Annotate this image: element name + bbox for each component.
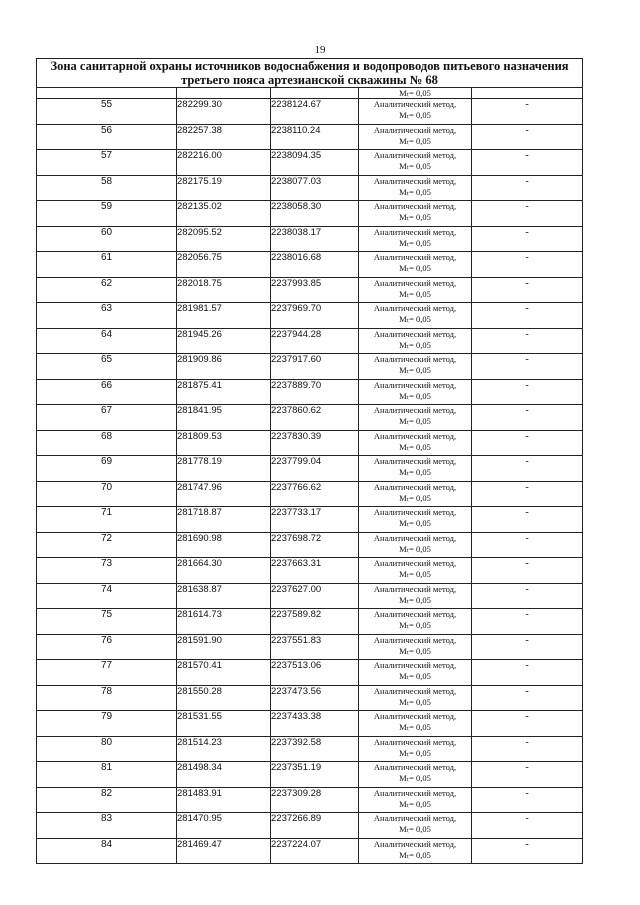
error-cell: - xyxy=(472,685,583,711)
coord-y: 2237551.83 xyxy=(271,634,359,660)
coord-y: 2237889.70 xyxy=(271,379,359,405)
method-text: Аналитический метод, xyxy=(373,609,457,619)
accuracy-value: Mₜ= 0,05 xyxy=(399,186,431,197)
method-cell xyxy=(359,762,472,788)
point-number: 70 xyxy=(37,481,177,507)
point-number: 62 xyxy=(37,277,177,303)
coord-y: 2237799.04 xyxy=(271,456,359,482)
coord-y: 2237627.00 xyxy=(271,583,359,609)
method-text: Аналитический метод, xyxy=(373,99,457,109)
table-title-line1: Зона санитарной охраны источников водоснабжения и водопроводов питьевого назначения xyxy=(50,59,569,73)
coord-x: 282135.02 xyxy=(177,201,271,227)
point-number: 77 xyxy=(37,660,177,686)
method-cell xyxy=(359,481,472,507)
method-text: Аналитический метод, xyxy=(373,736,457,747)
point-number: 67 xyxy=(37,405,177,431)
coord-y: 2237392.58 xyxy=(271,736,359,762)
table-row xyxy=(37,634,583,660)
point-number: 75 xyxy=(37,609,177,635)
accuracy-value: Mₜ= 0,05 xyxy=(399,237,431,248)
accuracy-value: Mₜ= 0,05 xyxy=(399,110,431,120)
method-text: Аналитический метод, xyxy=(373,507,457,517)
method-cell xyxy=(359,124,472,150)
coord-y: 2237733.17 xyxy=(271,507,359,533)
accuracy-value: Mₜ= 0,05 xyxy=(399,620,431,630)
accuracy-value: Mₜ= 0,05 xyxy=(399,671,431,681)
method-text: Аналитический метод, xyxy=(373,583,457,594)
method-text: Аналитический метод, xyxy=(373,711,457,721)
method-text: Аналитический метод, xyxy=(373,379,457,390)
method-text: Аналитический метод, xyxy=(373,787,457,798)
table-row xyxy=(37,660,583,686)
coord-y: 2237513.06 xyxy=(271,660,359,686)
coord-x: 281909.86 xyxy=(177,354,271,380)
accuracy-value: Mₜ= 0,05 xyxy=(399,135,431,146)
continuation-cell-number xyxy=(37,88,177,99)
error-cell: - xyxy=(472,558,583,584)
coord-x: 281718.87 xyxy=(177,507,271,533)
coordinates-table xyxy=(36,58,583,864)
continuation-cell-y xyxy=(271,88,359,99)
accuracy-value: Mₜ= 0,05 xyxy=(399,747,431,758)
method-cell xyxy=(359,685,472,711)
coord-x: 281483.91 xyxy=(177,787,271,813)
point-number: 59 xyxy=(37,201,177,227)
table-row xyxy=(37,583,583,609)
method-cell xyxy=(359,379,472,405)
coord-x: 281591.90 xyxy=(177,634,271,660)
accuracy-value: Mₜ= 0,05 xyxy=(399,416,431,426)
point-number: 57 xyxy=(37,150,177,176)
coord-x: 282056.75 xyxy=(177,252,271,278)
coord-y: 2238094.35 xyxy=(271,150,359,176)
accuracy-value: Mₜ= 0,05 xyxy=(399,518,431,528)
method-text: Аналитический метод, xyxy=(373,532,457,543)
coord-x: 281981.57 xyxy=(177,303,271,329)
table-title-line2: третьего пояса артезианской скважины № 68 xyxy=(181,73,438,87)
accuracy-value: Mₜ= 0,05 xyxy=(399,569,431,579)
table-row xyxy=(37,711,583,737)
table-row xyxy=(37,430,583,456)
continuation-cell-x xyxy=(177,88,271,99)
accuracy-value: Mₜ= 0,05 xyxy=(399,467,431,477)
coord-y: 2237944.28 xyxy=(271,328,359,354)
table-row xyxy=(37,558,583,584)
coord-y: 2237698.72 xyxy=(271,532,359,558)
accuracy-value: Mₜ= 0,05 xyxy=(399,263,431,273)
accuracy-value: Mₜ= 0,05 xyxy=(399,594,431,605)
error-cell: - xyxy=(472,226,583,252)
method-text: Аналитический метод, xyxy=(373,634,457,645)
error-cell: - xyxy=(472,660,583,686)
table-row xyxy=(37,609,583,635)
point-number: 84 xyxy=(37,838,177,864)
method-cell xyxy=(359,430,472,456)
coord-x: 281614.73 xyxy=(177,609,271,635)
table-row xyxy=(37,456,583,482)
page-number: 19 xyxy=(314,44,326,56)
method-text: Аналитический метод, xyxy=(373,762,457,772)
coord-x: 281498.34 xyxy=(177,762,271,788)
coord-x: 282175.19 xyxy=(177,175,271,201)
method-text: Аналитический метод, xyxy=(373,201,457,211)
method-text: Аналитический метод, xyxy=(373,813,457,823)
coord-x: 281945.26 xyxy=(177,328,271,354)
method-cell xyxy=(359,303,472,329)
method-cell xyxy=(359,609,472,635)
error-cell: - xyxy=(472,99,583,125)
point-number: 79 xyxy=(37,711,177,737)
method-cell xyxy=(359,660,472,686)
table-row xyxy=(37,277,583,303)
coord-y: 2237589.82 xyxy=(271,609,359,635)
coord-y: 2237266.89 xyxy=(271,813,359,839)
table-row xyxy=(37,813,583,839)
coord-y: 2238110.24 xyxy=(271,124,359,150)
method-cell xyxy=(359,838,472,864)
accuracy-value: Mₜ= 0,05 xyxy=(399,645,431,656)
method-cell xyxy=(359,99,472,125)
method-text: Аналитический метод, xyxy=(373,252,457,262)
method-cell xyxy=(359,226,472,252)
table-row xyxy=(37,685,583,711)
table-row xyxy=(37,405,583,431)
method-text: Аналитический метод, xyxy=(373,328,457,339)
method-cell xyxy=(359,507,472,533)
coord-y: 2238038.17 xyxy=(271,226,359,252)
accuracy-value: Mₜ= 0,05 xyxy=(399,161,431,171)
coord-y: 2237766.62 xyxy=(271,481,359,507)
method-text: Аналитический метод, xyxy=(373,405,457,415)
method-text: Аналитический метод, xyxy=(373,481,457,492)
method-cell xyxy=(359,456,472,482)
method-text: Аналитический метод, xyxy=(373,277,457,288)
table-row xyxy=(37,532,583,558)
error-cell: - xyxy=(472,405,583,431)
point-number: 80 xyxy=(37,736,177,762)
method-text: Аналитический метод, xyxy=(373,558,457,568)
error-cell: - xyxy=(472,201,583,227)
method-cell xyxy=(359,813,472,839)
method-text: Аналитический метод, xyxy=(373,456,457,466)
method-text: Аналитический метод, xyxy=(373,150,457,160)
error-cell: - xyxy=(472,736,583,762)
accuracy-value: Mₜ= 0,05 xyxy=(399,314,431,324)
accuracy-value: Mₜ= 0,05 xyxy=(399,339,431,350)
continuation-row xyxy=(37,88,583,99)
coord-x: 281747.96 xyxy=(177,481,271,507)
point-number: 60 xyxy=(37,226,177,252)
error-cell: - xyxy=(472,762,583,788)
coord-y: 2237351.19 xyxy=(271,762,359,788)
table-row xyxy=(37,328,583,354)
coord-x: 281809.53 xyxy=(177,430,271,456)
method-cell xyxy=(359,634,472,660)
method-text: Аналитический метод, xyxy=(373,430,457,441)
accuracy-value: Mₜ= 0,05 xyxy=(399,288,431,299)
method-cell xyxy=(359,354,472,380)
point-number: 63 xyxy=(37,303,177,329)
coord-y: 2238124.67 xyxy=(271,99,359,125)
error-cell: - xyxy=(472,813,583,839)
error-cell: - xyxy=(472,456,583,482)
method-text: Аналитический метод, xyxy=(373,838,457,849)
coord-x: 282018.75 xyxy=(177,277,271,303)
point-number: 64 xyxy=(37,328,177,354)
error-cell: - xyxy=(472,711,583,737)
accuracy-value: Mₜ= 0,05 xyxy=(399,849,431,860)
table-row xyxy=(37,124,583,150)
continuation-note: Mₜ= 0,05 xyxy=(399,88,431,98)
coord-x: 281469.47 xyxy=(177,838,271,864)
table-row xyxy=(37,99,583,125)
continuation-cell-method xyxy=(359,88,472,99)
error-cell: - xyxy=(472,150,583,176)
accuracy-value: Mₜ= 0,05 xyxy=(399,543,431,554)
table-row xyxy=(37,787,583,813)
coord-x: 281550.28 xyxy=(177,685,271,711)
coord-y: 2237309.28 xyxy=(271,787,359,813)
accuracy-value: Mₜ= 0,05 xyxy=(399,390,431,401)
error-cell: - xyxy=(472,328,583,354)
error-cell: - xyxy=(472,532,583,558)
method-cell xyxy=(359,201,472,227)
point-number: 74 xyxy=(37,583,177,609)
table-row xyxy=(37,303,583,329)
continuation-cell-error xyxy=(472,88,583,99)
table-row xyxy=(37,481,583,507)
accuracy-value: Mₜ= 0,05 xyxy=(399,722,431,732)
error-cell: - xyxy=(472,252,583,278)
table-title xyxy=(37,59,583,88)
point-number: 73 xyxy=(37,558,177,584)
error-cell: - xyxy=(472,583,583,609)
point-number: 82 xyxy=(37,787,177,813)
method-cell xyxy=(359,558,472,584)
accuracy-value: Mₜ= 0,05 xyxy=(399,824,431,834)
table-row xyxy=(37,354,583,380)
method-text: Аналитический метод, xyxy=(373,124,457,135)
coord-y: 2237917.60 xyxy=(271,354,359,380)
method-cell xyxy=(359,277,472,303)
method-text: Аналитический метод, xyxy=(373,303,457,313)
coord-x: 282257.38 xyxy=(177,124,271,150)
coord-x: 282216.00 xyxy=(177,150,271,176)
error-cell: - xyxy=(472,354,583,380)
table-row xyxy=(37,736,583,762)
table-row xyxy=(37,175,583,201)
method-text: Аналитический метод, xyxy=(373,175,457,186)
method-cell xyxy=(359,175,472,201)
error-cell: - xyxy=(472,303,583,329)
method-cell xyxy=(359,405,472,431)
method-cell xyxy=(359,711,472,737)
point-number: 69 xyxy=(37,456,177,482)
coord-x: 281690.98 xyxy=(177,532,271,558)
accuracy-value: Mₜ= 0,05 xyxy=(399,212,431,222)
coord-x: 281778.19 xyxy=(177,456,271,482)
table-row xyxy=(37,150,583,176)
error-cell: - xyxy=(472,277,583,303)
error-cell: - xyxy=(472,124,583,150)
coord-y: 2237663.31 xyxy=(271,558,359,584)
error-cell: - xyxy=(472,634,583,660)
error-cell: - xyxy=(472,787,583,813)
coord-y: 2238077.03 xyxy=(271,175,359,201)
table-row xyxy=(37,507,583,533)
error-cell: - xyxy=(472,379,583,405)
error-cell: - xyxy=(472,481,583,507)
method-cell xyxy=(359,252,472,278)
point-number: 56 xyxy=(37,124,177,150)
point-number: 55 xyxy=(37,99,177,125)
accuracy-value: Mₜ= 0,05 xyxy=(399,441,431,452)
error-cell: - xyxy=(472,175,583,201)
coordinates-table-body xyxy=(37,59,583,864)
table-row xyxy=(37,838,583,864)
method-cell xyxy=(359,328,472,354)
coord-y: 2237860.62 xyxy=(271,405,359,431)
point-number: 68 xyxy=(37,430,177,456)
method-cell xyxy=(359,787,472,813)
point-number: 61 xyxy=(37,252,177,278)
method-text: Аналитический метод, xyxy=(373,660,457,670)
accuracy-value: Mₜ= 0,05 xyxy=(399,492,431,503)
coord-y: 2237473.56 xyxy=(271,685,359,711)
point-number: 81 xyxy=(37,762,177,788)
method-cell xyxy=(359,532,472,558)
coord-y: 2237433.38 xyxy=(271,711,359,737)
coord-y: 2238016.68 xyxy=(271,252,359,278)
point-number: 78 xyxy=(37,685,177,711)
coord-y: 2237993.85 xyxy=(271,277,359,303)
accuracy-value: Mₜ= 0,05 xyxy=(399,773,431,783)
coord-x: 282095.52 xyxy=(177,226,271,252)
method-cell xyxy=(359,583,472,609)
error-cell: - xyxy=(472,838,583,864)
method-text: Аналитический метод, xyxy=(373,685,457,696)
coord-x: 281570.41 xyxy=(177,660,271,686)
point-number: 66 xyxy=(37,379,177,405)
table-row xyxy=(37,252,583,278)
table-row xyxy=(37,379,583,405)
method-text: Аналитический метод, xyxy=(373,354,457,364)
accuracy-value: Mₜ= 0,05 xyxy=(399,798,431,809)
coord-x: 281514.23 xyxy=(177,736,271,762)
point-number: 58 xyxy=(37,175,177,201)
table-row xyxy=(37,762,583,788)
accuracy-value: Mₜ= 0,05 xyxy=(399,696,431,707)
coord-y: 2237224.07 xyxy=(271,838,359,864)
coord-x: 281638.87 xyxy=(177,583,271,609)
error-cell: - xyxy=(472,430,583,456)
coord-x: 281531.55 xyxy=(177,711,271,737)
coord-x: 281664.30 xyxy=(177,558,271,584)
method-text: Аналитический метод, xyxy=(373,226,457,237)
coord-x: 281841.95 xyxy=(177,405,271,431)
coord-y: 2237969.70 xyxy=(271,303,359,329)
title-row xyxy=(37,59,583,88)
point-number: 65 xyxy=(37,354,177,380)
coord-y: 2237830.39 xyxy=(271,430,359,456)
method-cell xyxy=(359,150,472,176)
error-cell: - xyxy=(472,507,583,533)
coord-x: 281875.41 xyxy=(177,379,271,405)
point-number: 83 xyxy=(37,813,177,839)
error-cell: - xyxy=(472,609,583,635)
method-cell xyxy=(359,736,472,762)
table-row xyxy=(37,201,583,227)
accuracy-value: Mₜ= 0,05 xyxy=(399,365,431,375)
point-number: 71 xyxy=(37,507,177,533)
coord-x: 282299.30 xyxy=(177,99,271,125)
table-row xyxy=(37,226,583,252)
point-number: 72 xyxy=(37,532,177,558)
coord-y: 2238058.30 xyxy=(271,201,359,227)
coord-x: 281470.95 xyxy=(177,813,271,839)
point-number: 76 xyxy=(37,634,177,660)
